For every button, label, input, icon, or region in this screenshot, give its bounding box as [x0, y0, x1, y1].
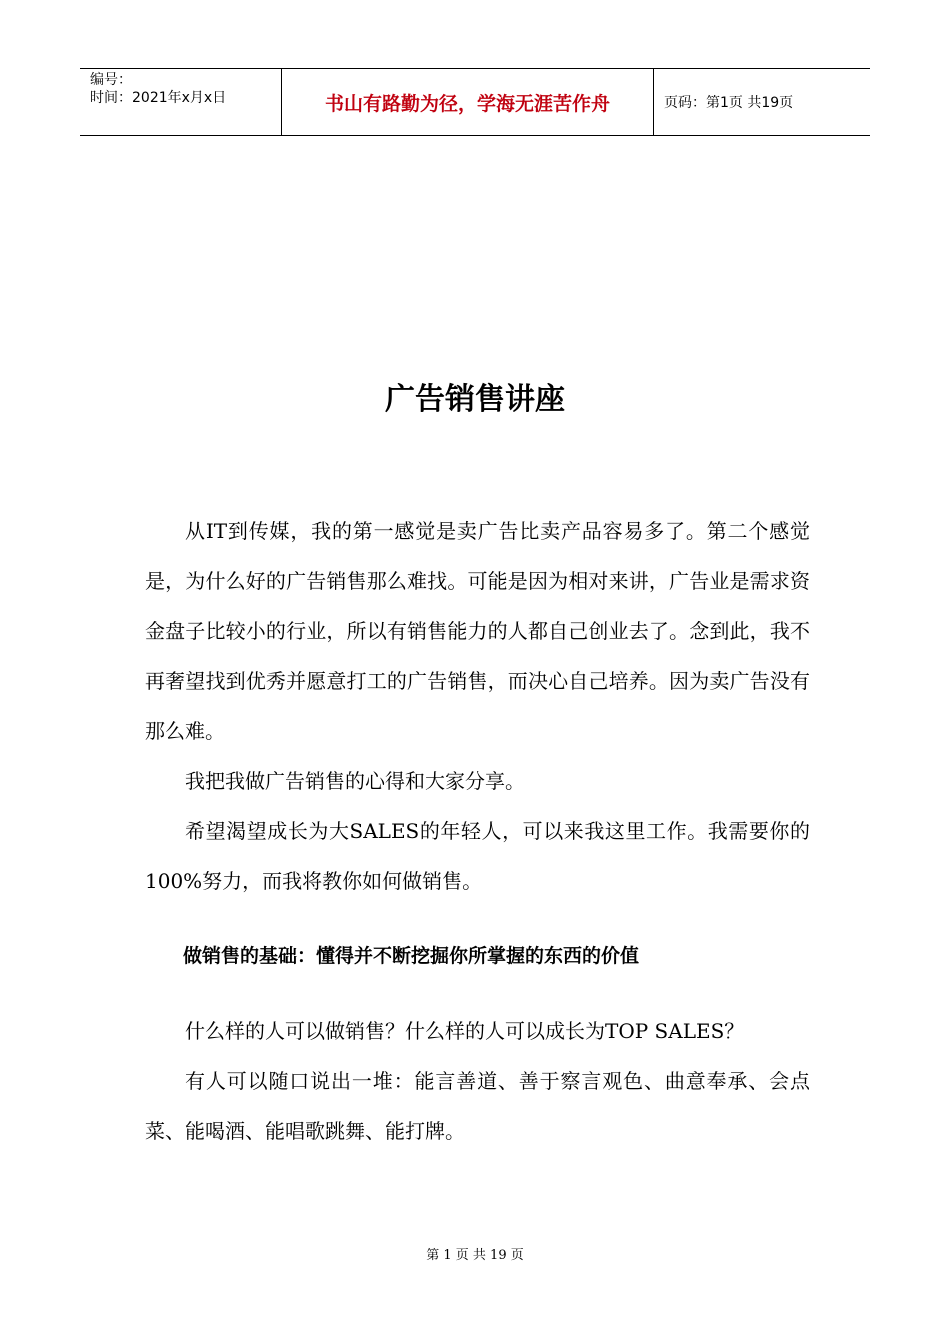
- document-title: 广告销售讲座: [385, 382, 565, 417]
- header-meta: [80, 69, 282, 135]
- paragraph: 希望渴望成长为大SALES的年轻人，可以来我这里工作。我需要你的100%努力，而我将教你如何做销售。: [145, 819, 810, 893]
- paragraph: 我把我做广告销售的心得和大家分享。: [185, 769, 525, 793]
- header-motto: 书山有路勤为径，学海无涯苦作舟: [282, 69, 654, 135]
- time-label: 时间：2021年x月x日: [90, 90, 227, 106]
- section-heading: 做销售的基础：懂得并不断挖掘你所掌握的东西的价值: [183, 945, 640, 967]
- paragraph: 从IT到传媒，我的第一感觉是卖广告比卖产品容易多了。第二个感觉是，为什么好的广告销售那么难找。可能是因为相对来讲，广告业是需求资金盘子比较小的行业，所以有销售能力的人都自己创业去了。念到此，我不再奢望找到优秀并愿意打工的广告销售，而决心自己培养。因为卖广告没有那么难。: [145, 519, 810, 743]
- paragraph: 什么样的人可以做销售？什么样的人可以成长为TOP SALES？: [185, 1019, 745, 1043]
- page-header: [80, 68, 870, 136]
- header-page-code: 页码：第1页 共19页: [664, 95, 794, 111]
- document-body: [145, 506, 810, 1156]
- page-footer: 第 1 页 共 19 页: [426, 1248, 524, 1263]
- paragraph: 有人可以随口说出一堆：能言善道、善于察言观色、曲意奉承、会点菜、能喝酒、能唱歌跳舞、能打牌。: [145, 1069, 810, 1143]
- number-label: 编号：: [90, 72, 132, 88]
